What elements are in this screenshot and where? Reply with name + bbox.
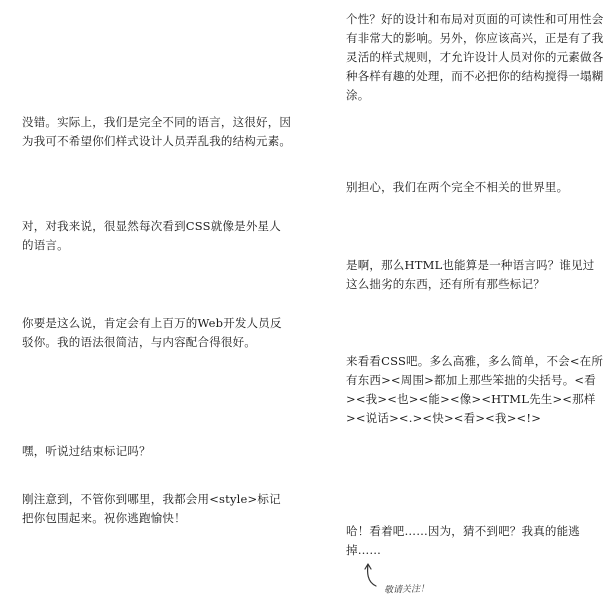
right-paragraph-3: 是啊，那么HTML也能算是一种语言吗？谁见过这么拙劣的东西，还有所有那些标记？ [346, 258, 595, 291]
curved-arrow-icon [363, 562, 379, 590]
right-paragraph-1: 个性？好的设计和布局对页面的可读性和可用性会有非常大的影响。另外，你应该高兴，正是有了我灵活的样式规则，才允许设计人员对你的元素做各种各样有趣的处理，而不必把你的结构搅得一塌糊涂。 [346, 12, 604, 102]
handwritten-note: 敬请关注！ [383, 584, 430, 596]
right-paragraph-5: 哈！看着吧……因为，猜不到吧？我真的能逃掉…… [346, 524, 580, 557]
left-paragraph-1: 没错。实际上，我们是完全不同的语言，这很好，因为我可不希望你们样式设计人员弄乱我的结构元素。 [22, 115, 292, 148]
left-paragraph-2: 对，对我来说，很显然每次看到CSS就像是外星人的语言。 [22, 219, 281, 252]
left-paragraph-5: 刚注意到，不管你到哪里，我都会用<style>标记把你包围起来。祝你逃跑愉快！ [22, 492, 281, 525]
right-paragraph-2: 别担心，我们在两个完全不相关的世界里。 [346, 180, 569, 194]
right-paragraph-4: 来看看CSS吧。多么高雅，多么简单，不会<在所有东西><周围>都加上那些笨拙的尖括号。<看><我><也><能><像><HTML先生><那样><说话><.><快><看><我><!> [346, 354, 604, 425]
left-paragraph-3: 你要是这么说，肯定会有上百万的Web开发人员反驳你。我的语法很简洁，与内容配合得很好。 [22, 316, 282, 349]
left-paragraph-4: 嘿，听说过结束标记吗？ [22, 444, 151, 458]
